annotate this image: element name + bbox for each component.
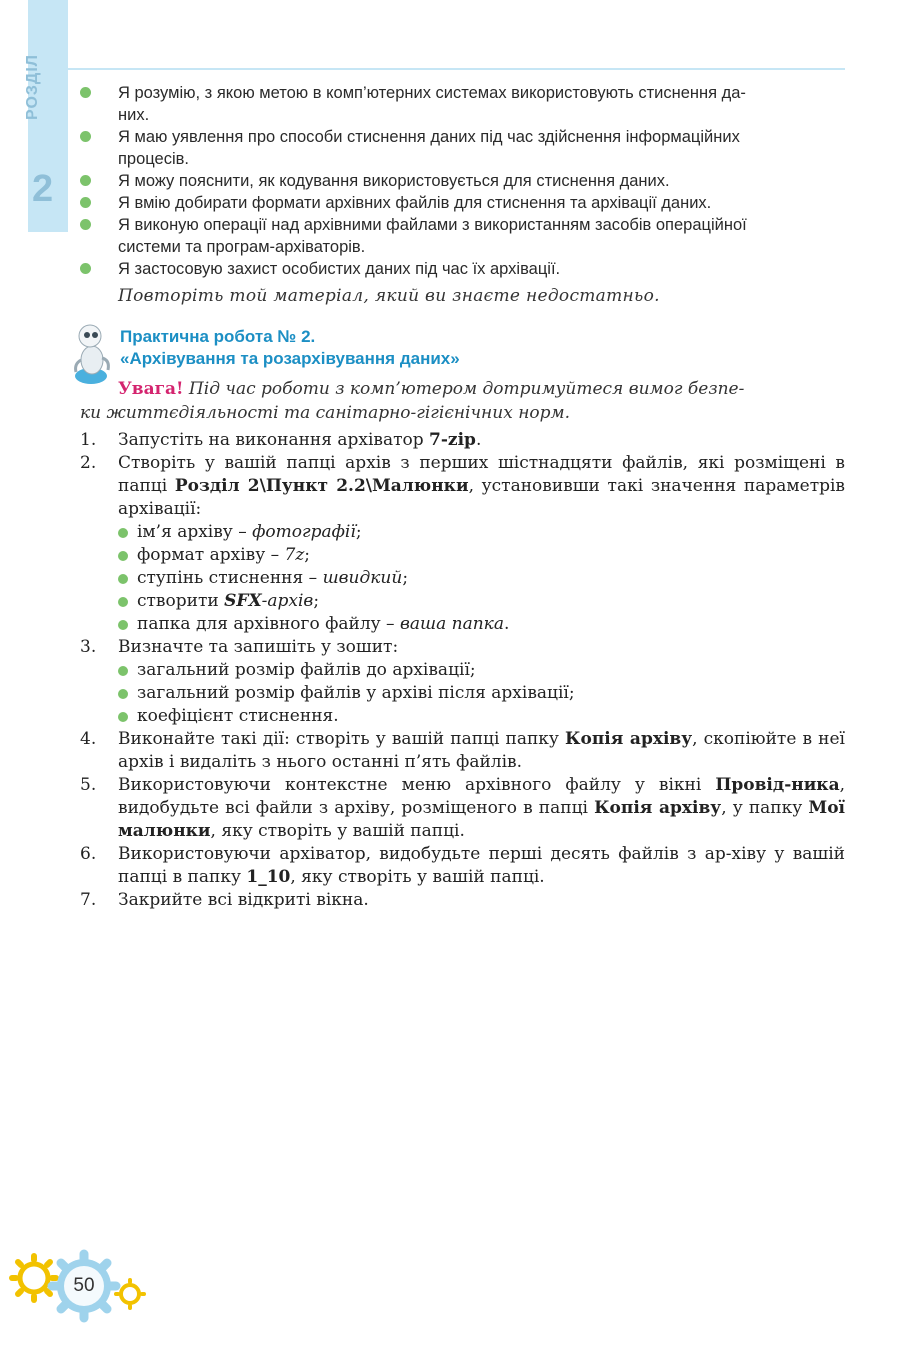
chapter-tab	[24, 0, 68, 232]
practical-work-title: Практична робота № 2. «Архівування та розархівування даних»	[120, 327, 460, 368]
bullet-icon	[80, 263, 91, 274]
chapter-number: 2	[32, 168, 54, 210]
sub-item: папка для архівного файлу – ваша папка.	[118, 613, 845, 636]
task-steps	[80, 429, 845, 912]
sub-item: створити SFX-архів;	[118, 590, 845, 613]
checklist-item: Я маю уявлення про способи стиснення даних під час здійснення інформаційних процесів.	[80, 126, 845, 170]
sub-item: ім’я архіву – фотографії;	[118, 521, 845, 544]
bullet-icon	[118, 712, 128, 722]
step-item: 7. Закрийте всі відкриті вікна.	[80, 890, 369, 910]
bullet-icon	[80, 197, 91, 208]
safety-warning: Увага! Під час роботи з комп’ютером дотримуйтеся вимог безпе- ки життєдіяльності та санітарно-гігієнічних норм.	[80, 379, 745, 423]
bullet-icon	[118, 689, 128, 699]
step-item: 3. Визначте та запишіть у зошит: загальний розмір файлів до архівації; загальний розмір файлів у архіві після архівації; коефіцієнт стиснення.	[80, 636, 845, 728]
bullet-icon	[80, 219, 91, 230]
bullet-icon	[118, 528, 128, 538]
step-item: 2. Створіть у вашій папці архів з перших шістнадцяти файлів, які розміщені в папці Розділ 2\Пункт 2.2\Малюнки, установивши такі значення параметрів архівації: ім’я архіву – фотографії; формат архіву – 7z; ступінь стиснення – швидкий; створити SFX-архів; папка для архівного файлу – ваша папка.	[80, 453, 845, 634]
bullet-icon	[118, 597, 128, 607]
bullet-icon	[80, 131, 91, 142]
checklist-item: Я розумію, з якою метою в комп’ютерних системах використовують стиснення да- них.	[80, 82, 845, 126]
checklist-item: Я можу пояснити, як кодування використовується для стиснення даних.	[80, 170, 845, 192]
bullet-icon	[80, 175, 91, 186]
parameter-list	[118, 521, 845, 636]
bullet-icon	[118, 666, 128, 676]
step-item: 1. Запустіть на виконання архіватор 7-zip.	[80, 430, 482, 450]
bullet-icon	[80, 87, 91, 98]
header-rule	[68, 68, 845, 70]
bullet-icon	[118, 551, 128, 561]
checklist-item: Я виконую операції над архівними файлами з використанням засобів операційної системи та програм-архіваторів.	[80, 214, 845, 258]
step-item: 4. Виконайте такі дії: створіть у вашій папці папку Копія архіву, скопіюйте в неї архів і видаліть з нього останні п’ять файлів.	[80, 729, 845, 772]
checklist-item: Я вмію добирати формати архівних файлів для стиснення та архівації даних.	[80, 192, 845, 214]
warning-label: Увага!	[118, 379, 184, 399]
sub-item: формат архіву – 7z;	[118, 544, 845, 567]
sub-item: коефіцієнт стиснення.	[118, 705, 845, 728]
bullet-icon	[118, 574, 128, 584]
step-item: 6. Використовуючи архіватор, видобудьте перші десять файлів з ар-хіву у вашій папці в папку 1_10, яку створіть у вашій папці.	[80, 844, 845, 887]
step-item: 5. Використовуючи контекстне меню архівного файлу у вікні Провід-ника, видобудьте всі файли з архіву, розміщеного в папці Копія архіву, у папку Мої малюнки, яку створіть у вашій папці.	[80, 775, 846, 841]
repeat-note: Повторіть той матеріал, який ви знаєте недостатньо.	[118, 286, 660, 306]
sub-item: загальний розмір файлів у архіві після архівації;	[118, 682, 845, 705]
checklist-item: Я застосовую захист особистих даних під час їх архівації.	[80, 258, 845, 280]
chapter-word: РОЗДІЛ	[24, 54, 41, 120]
sub-item: ступінь стиснення – швидкий;	[118, 567, 845, 590]
self-check-list	[80, 82, 845, 280]
record-list	[118, 659, 845, 728]
bullet-icon	[118, 620, 128, 630]
page-number: 50	[73, 1275, 95, 1296]
sub-item: загальний розмір файлів до архівації;	[118, 659, 845, 682]
